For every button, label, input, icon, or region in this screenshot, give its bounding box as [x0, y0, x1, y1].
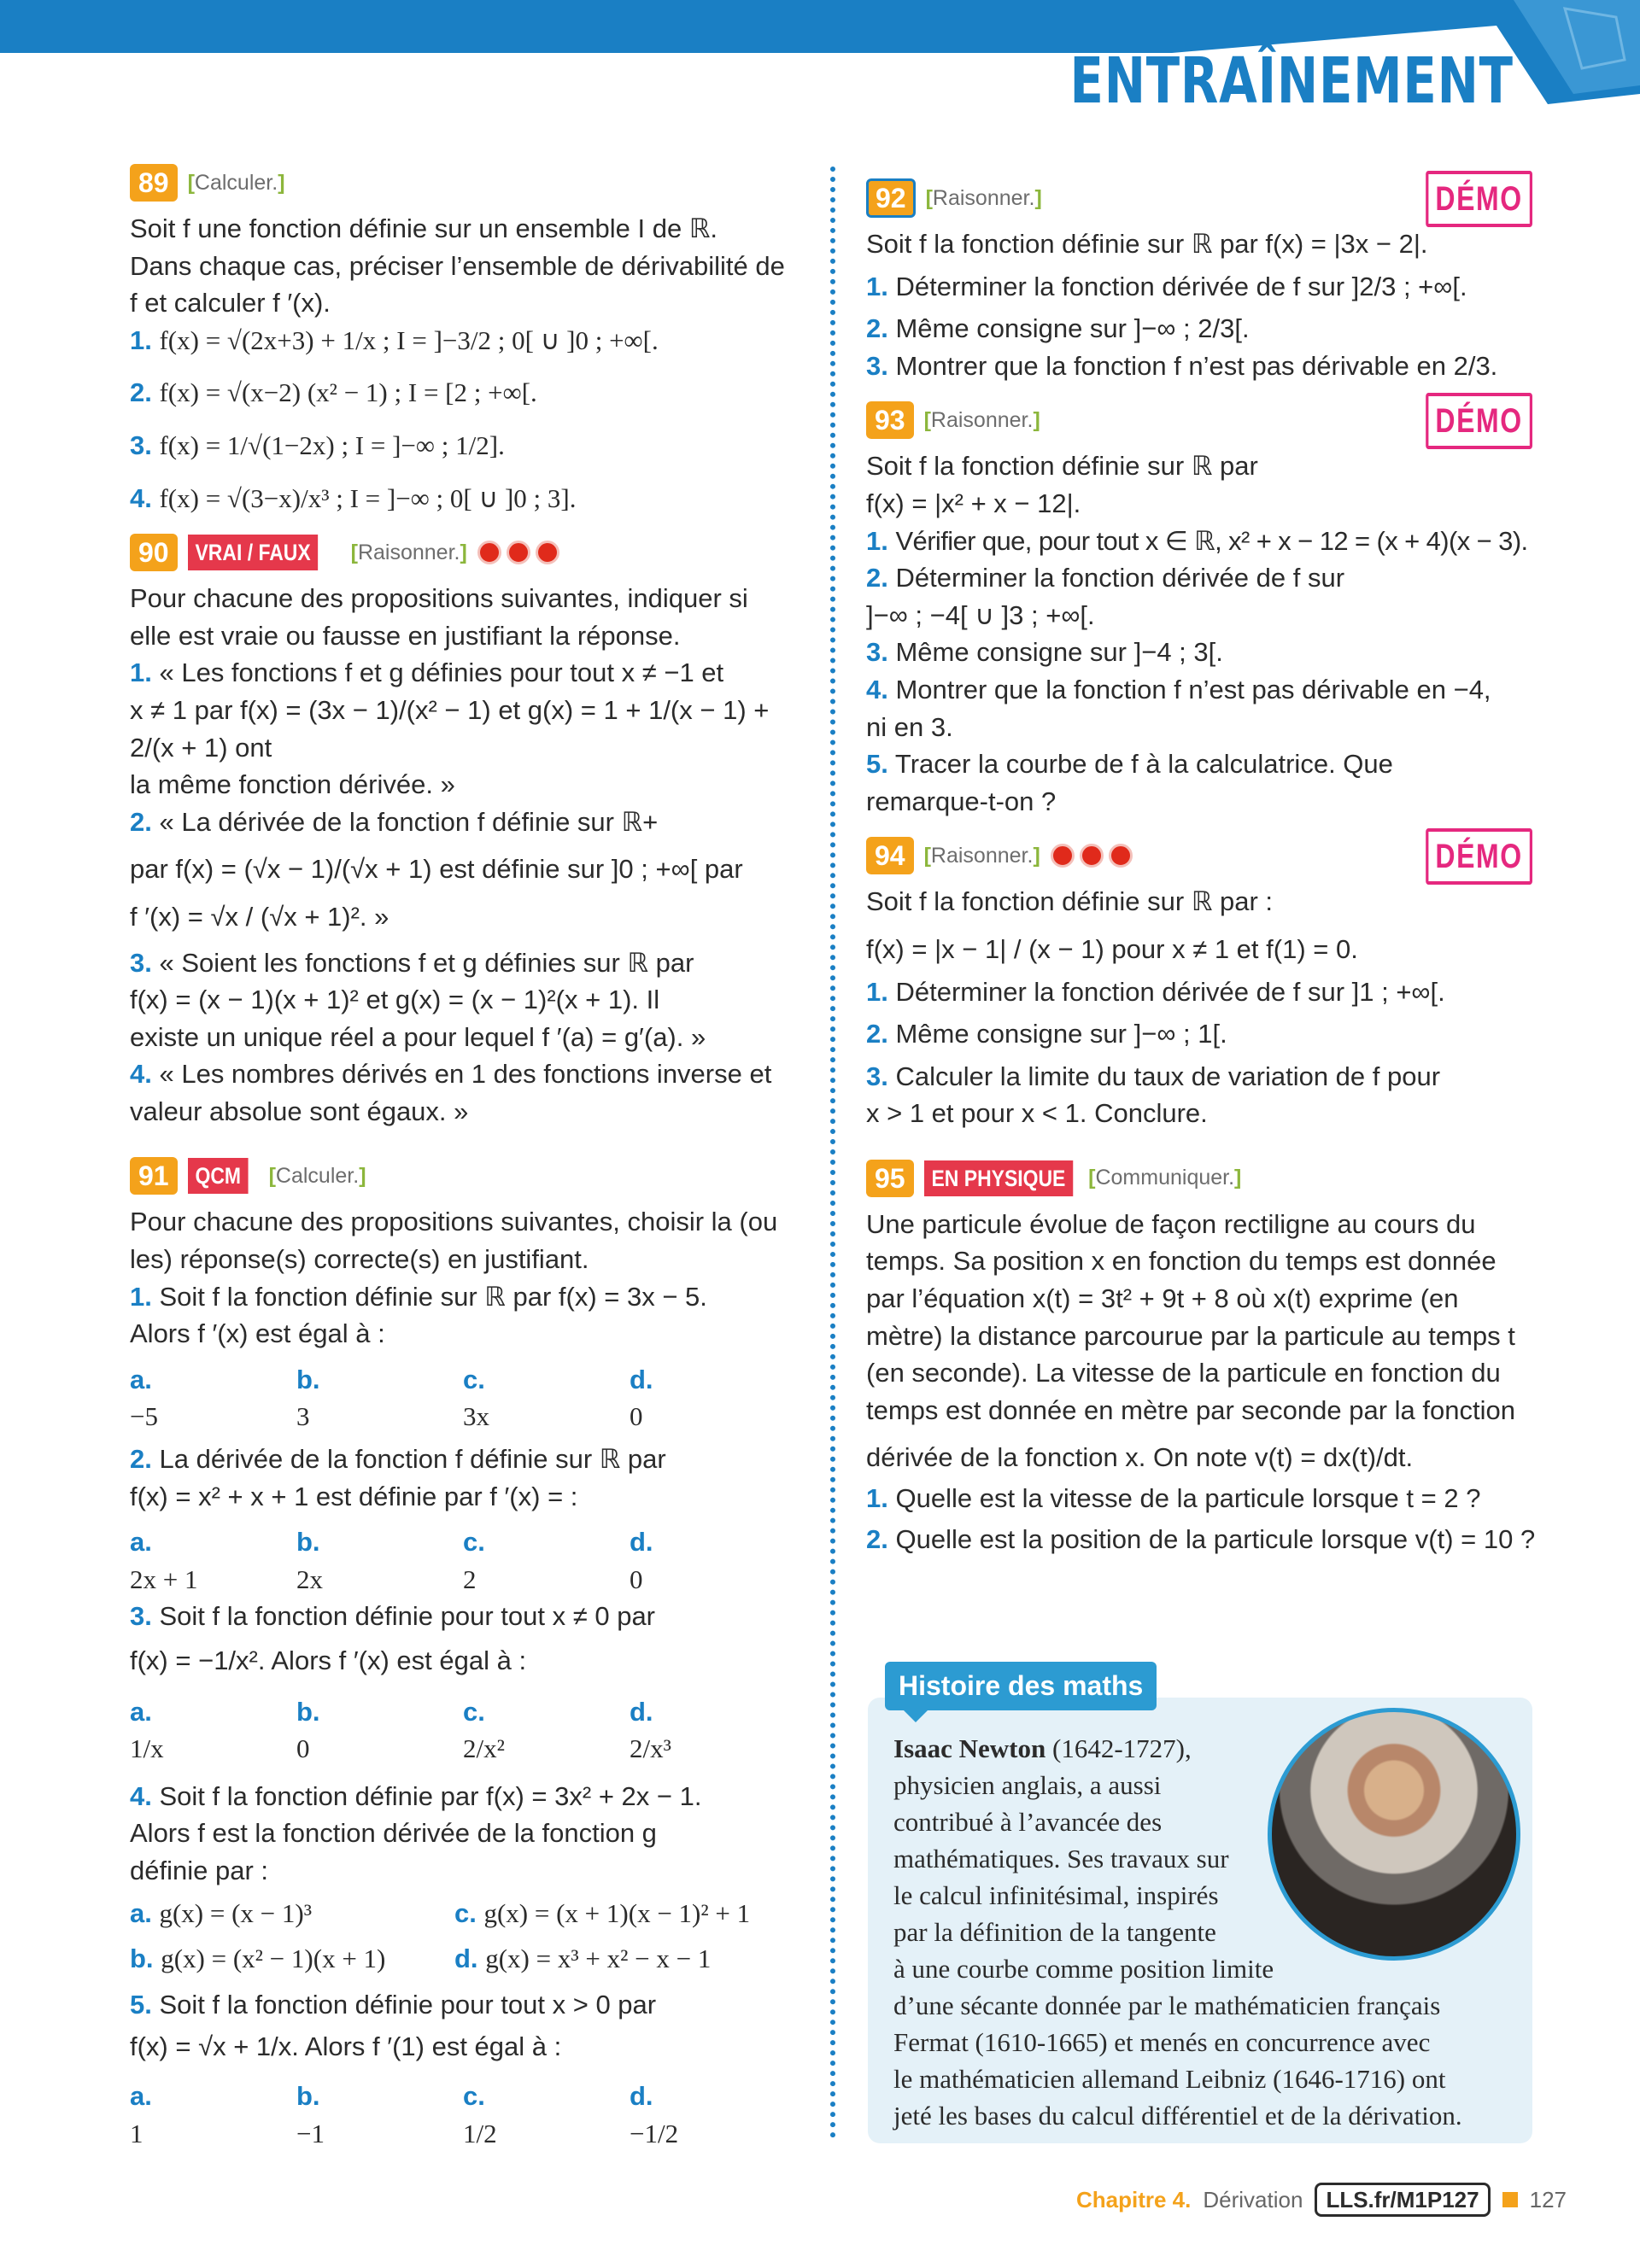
- choice-a[interactable]: a. 1: [130, 2080, 152, 2148]
- exercise-number: 93: [866, 401, 914, 439]
- proposition-line: par f(x) = (√x − 1)/(√x + 1) est définie sur ]0 ; +∞[ par: [130, 854, 743, 885]
- difficulty-indicator: [477, 541, 559, 564]
- question-item: 3. f(x) = 1/√(1−2x) ; I = ]−∞ ; 1/2].: [130, 430, 505, 460]
- intro-line: les) réponse(s) correcte(s) en justifiant.: [130, 1244, 589, 1275]
- history-name: Isaac Newton: [893, 1733, 1046, 1763]
- skill-label: [Raisonner.]: [923, 407, 1040, 432]
- exercise-92-header: [866, 178, 1541, 219]
- qcm-choices: [130, 2078, 793, 2152]
- exercise-94-body: [866, 883, 1541, 1132]
- exercise-line: 3. Même consigne sur ]−4 ; 3[.: [866, 637, 1223, 668]
- exercise-line: mètre) la distance parcourue par la particule au temps t: [866, 1320, 1515, 1351]
- difficulty-dot-icon: [1080, 844, 1104, 868]
- intro-line: Dans chaque cas, préciser l’ensemble de dérivabilité de: [130, 250, 785, 281]
- exercise-line: 5. Tracer la courbe de f à la calculatrice. Que: [866, 749, 1393, 780]
- chapter-number: Chapitre 4.: [1076, 2186, 1192, 2212]
- skill-label: [Raisonner.]: [350, 540, 467, 564]
- skill-label: [Calculer.]: [268, 1163, 366, 1188]
- section-title: ENTRAÎNEMENT: [1069, 44, 1514, 118]
- history-title: Histoire des maths: [885, 1662, 1157, 1710]
- difficulty-dot-icon: [1109, 844, 1133, 868]
- exercise-line: remarque-t-on ?: [866, 786, 1057, 816]
- exercise-90-header: [130, 532, 793, 573]
- qcm-question: définie par :: [130, 1855, 268, 1885]
- difficulty-dot-icon: [507, 541, 530, 564]
- proposition-line: 2. « La dérivée de la fonction f définie sur ℝ+: [130, 806, 659, 837]
- exercise-line: Soit f la fonction définie sur ℝ par :: [866, 886, 1274, 917]
- proposition-line: f(x) = (x − 1)(x + 1)² et g(x) = (x − 1)²(x + 1). Il: [130, 985, 660, 1015]
- question-item: 4. f(x) = √(3−x)/x³ ; I = ]−∞ ; 0[ ∪ ]0 ; 3].: [130, 482, 577, 513]
- exercise-line: ]−∞ ; −4[ ∪ ]3 ; +∞[.: [866, 599, 1095, 630]
- history-line: le calcul infinitésimal, inspirés: [893, 1880, 1219, 1910]
- demo-badge[interactable]: DÉMO: [1426, 171, 1532, 227]
- left-column: [130, 162, 793, 2152]
- exercise-line: 4. Montrer que la fonction f n’est pas dérivable en −4,: [866, 674, 1491, 704]
- choice-c[interactable]: c. 1/2: [463, 2080, 497, 2148]
- history-line: mathématiques. Ses travaux sur: [893, 1844, 1229, 1873]
- choice-c[interactable]: c. 2/x²: [463, 1696, 505, 1764]
- header-bar: [0, 0, 1172, 53]
- proposition-line: x ≠ 1 par f(x) = (3x − 1)/(x² − 1) et g(x) = 1 + 1/(x − 1) + 2/(x + 1) ont: [130, 694, 770, 763]
- exercise-number: 92: [866, 178, 916, 218]
- exercise-line: 2. Même consigne sur ]−∞ ; 1[.: [866, 1019, 1227, 1049]
- difficulty-indicator: [1051, 844, 1133, 868]
- exercise-line: par l’équation x(t) = 3t² + 9t + 8 où x(t) exprime (en: [866, 1283, 1459, 1314]
- exercise-line: Soit f la fonction définie sur ℝ par f(x) = |3x − 2|.: [866, 229, 1428, 259]
- exercise-line: x > 1 et pour x < 1. Conclure.: [866, 1098, 1208, 1129]
- column-divider: [830, 167, 835, 2139]
- exercise-94-header: [866, 835, 1541, 876]
- intro-line: Pour chacune des propositions suivantes, choisir la (ou: [130, 1207, 778, 1237]
- proposition-line: 4. « Les nombres dérivés en 1 des fonctions inverse et: [130, 1059, 772, 1090]
- exercise-line: dérivée de la fonction x. On note v(t) = dx(t)/dt.: [866, 1442, 1414, 1473]
- proposition-line: valeur absolue sont égaux. »: [130, 1096, 469, 1126]
- history-line: physicien anglais, a aussi: [893, 1770, 1162, 1800]
- square-icon: [1502, 2192, 1518, 2207]
- choice-b[interactable]: b. 0: [296, 1696, 320, 1764]
- exercise-93-body: [866, 447, 1541, 820]
- difficulty-dot-icon: [477, 541, 501, 564]
- question-item: 1. f(x) = √(2x+3) + 1/x ; I = ]−3/2 ; 0[ ∪ ]0 ; +∞[.: [130, 324, 659, 355]
- choice-d[interactable]: d. g(x) = x³ + x² − x − 1: [454, 1944, 712, 1974]
- history-line: le mathématicien allemand Leibniz (1646-1716) ont: [893, 2064, 1446, 2094]
- choice-d[interactable]: d. 0: [630, 1364, 653, 1432]
- page-number: 127: [1529, 2186, 1567, 2212]
- exercise-line: 1. Quelle est la vitesse de la particule lorsque t = 2 ?: [866, 1483, 1481, 1514]
- qcm-question: 2. La dérivée de la fonction f définie sur ℝ par: [130, 1444, 666, 1475]
- qcm-question: 1. Soit f la fonction définie sur ℝ par f(x) = 3x − 5.: [130, 1281, 707, 1312]
- demo-badge[interactable]: DÉMO: [1426, 828, 1532, 885]
- choice-a[interactable]: a. −5: [130, 1364, 158, 1432]
- exercise-line: ni en 3.: [866, 711, 953, 742]
- proposition-line: 3. « Soient les fonctions f et g définies sur ℝ par: [130, 947, 694, 978]
- choice-b[interactable]: b. −1: [296, 2080, 325, 2148]
- difficulty-dot-icon: [536, 541, 559, 564]
- history-line: à une courbe comme position limite: [893, 1954, 1274, 1984]
- exercise-number: 89: [130, 164, 178, 202]
- qcm-choices: [130, 1895, 793, 1932]
- exercise-line: 1. Déterminer la fonction dérivée de f sur ]1 ; +∞[.: [866, 976, 1445, 1007]
- qcm-choices: [130, 1940, 793, 1978]
- resource-link[interactable]: LLS.fr/M1P127: [1315, 2183, 1490, 2217]
- exercise-tag: QCM: [188, 1158, 249, 1194]
- proposition-line: 1. « Les fonctions f et g définies pour tout x ≠ −1 et: [130, 658, 724, 688]
- choice-a[interactable]: a. 1/x: [130, 1696, 164, 1764]
- qcm-choices: [130, 1361, 793, 1435]
- proposition-line: f ′(x) = √x / (√x + 1)². »: [130, 901, 390, 932]
- exercise-93-header: [866, 400, 1541, 441]
- exercise-95-header: [866, 1158, 1541, 1199]
- history-text: [893, 1730, 1508, 2134]
- exercise-line: 3. Calculer la limite du taux de variation de f pour: [866, 1061, 1441, 1091]
- qcm-question: 5. Soit f la fonction définie pour tout x > 0 par: [130, 1989, 657, 2020]
- skill-label: [Raisonner.]: [925, 185, 1042, 210]
- exercise-line: 2. Déterminer la fonction dérivée de f sur: [866, 563, 1345, 593]
- skill-label: [Calculer.]: [187, 170, 285, 195]
- exercise-number: 94: [866, 837, 914, 874]
- exercise-line: 1. Déterminer la fonction dérivée de f sur ]2/3 ; +∞[.: [866, 271, 1467, 301]
- exercise-92-body: [866, 225, 1541, 384]
- exercise-89-body: [130, 210, 793, 517]
- choice-c[interactable]: c. 2: [463, 1527, 485, 1594]
- exercise-line: 1. Vérifier que, pour tout x ∈ ℝ, x² + x − 12 = (x + 4)(x − 3).: [866, 525, 1528, 556]
- choice-a[interactable]: a. 2x + 1: [130, 1527, 198, 1594]
- exercise-line: Une particule évolue de façon rectiligne au cours du: [866, 1208, 1476, 1239]
- qcm-question: f(x) = x² + x + 1 est définie par f ′(x) = :: [130, 1481, 578, 1511]
- exercise-line: temps. Sa position x en fonction du temps est donnée: [866, 1246, 1496, 1277]
- history-line: par la définition de la tangente: [893, 1917, 1216, 1947]
- intro-line: f et calculer f ′(x).: [130, 288, 331, 319]
- exercise-number: 90: [130, 534, 178, 571]
- demo-badge[interactable]: DÉMO: [1426, 393, 1532, 449]
- history-line: jeté les bases du calcul différentiel et de la dérivation.: [893, 2101, 1462, 2131]
- exercise-line: Soit f la fonction définie sur ℝ par: [866, 451, 1258, 482]
- exercise-90-body: [130, 580, 793, 1130]
- choice-b[interactable]: b. g(x) = (x² − 1)(x + 1): [130, 1944, 386, 1974]
- exercise-line: f(x) = |x² + x − 12|.: [866, 488, 1081, 518]
- chapter-name: Dérivation: [1203, 2186, 1303, 2212]
- history-line: Fermat (1610-1665) et menés en concurrence avec: [893, 2027, 1431, 2057]
- exercise-line: f(x) = |x − 1| / (x − 1) pour x ≠ 1 et f(1) = 0.: [866, 933, 1358, 964]
- skill-label: [Communiquer.]: [1088, 1166, 1242, 1190]
- difficulty-dot-icon: [1051, 844, 1075, 868]
- exercise-number: 95: [866, 1160, 914, 1197]
- qcm-question: 4. Soit f la fonction définie par f(x) = 3x² + 2x − 1.: [130, 1780, 702, 1811]
- choice-d[interactable]: d. −1/2: [630, 2080, 679, 2148]
- choice-d[interactable]: d. 2/x³: [630, 1696, 671, 1764]
- choice-c[interactable]: c. g(x) = (x + 1)(x − 1)² + 1: [454, 1897, 751, 1928]
- proposition-line: existe un unique réel a pour lequel f ′(a) = g′(a). »: [130, 1021, 706, 1052]
- proposition-line: la même fonction dérivée. »: [130, 769, 455, 800]
- history-line: d’une sécante donnée par le mathématicien français: [893, 1990, 1441, 2020]
- question-item: 2. f(x) = √(x−2) (x² − 1) ; I = [2 ; +∞[.: [130, 377, 537, 408]
- qcm-question: f(x) = √x + 1/x. Alors f ′(1) est égal à :: [130, 2031, 562, 2062]
- intro-line: Pour chacune des propositions suivantes, indiquer si: [130, 583, 748, 614]
- qcm-question: Alors f ′(x) est égal à :: [130, 1318, 385, 1349]
- exercise-89-header: [130, 162, 793, 203]
- exercise-91-body: [130, 1203, 793, 2152]
- choice-b[interactable]: b. 3: [296, 1364, 320, 1432]
- choice-a[interactable]: a. g(x) = (x − 1)³: [130, 1897, 313, 1928]
- right-column: [866, 178, 1541, 1558]
- history-line: contribué à l’avancée des: [893, 1807, 1163, 1837]
- intro-line: elle est vraie ou fausse en justifiant la réponse.: [130, 620, 681, 651]
- qcm-choices: [130, 1523, 793, 1598]
- exercise-91-header: [130, 1155, 793, 1196]
- exercise-line: 2. Même consigne sur ]−∞ ; 2/3[.: [866, 313, 1250, 344]
- qcm-question: f(x) = −1/x². Alors f ′(x) est égal à :: [130, 1645, 527, 1675]
- exercise-tag: EN PHYSIQUE: [924, 1160, 1073, 1196]
- history-line: Isaac Newton (1642-1727),: [893, 1733, 1192, 1763]
- intro-line: Soit f une fonction définie sur un ensemble I de ℝ.: [130, 213, 718, 243]
- qcm-choices: [130, 1693, 793, 1768]
- exercise-number: 91: [130, 1157, 178, 1195]
- exercise-line: (en seconde). La vitesse de la particule en fonction du: [866, 1358, 1501, 1388]
- page-footer: [1076, 2183, 1567, 2217]
- qcm-question: Alors f est la fonction dérivée de la fonction g: [130, 1818, 657, 1849]
- exercise-tag: VRAI / FAUX: [188, 535, 318, 570]
- exercise-line: temps est donnée en mètre par seconde par la fonction: [866, 1394, 1515, 1425]
- exercise-line: 3. Montrer que la fonction f n’est pas dérivable en 2/3.: [866, 350, 1498, 381]
- qcm-question: 3. Soit f la fonction définie pour tout x ≠ 0 par: [130, 1601, 656, 1632]
- exercise-line: 2. Quelle est la position de la particule lorsque v(t) = 10 ?: [866, 1523, 1536, 1554]
- exercise-95-body: [866, 1206, 1541, 1558]
- skill-label: [Raisonner.]: [923, 843, 1040, 868]
- choice-c[interactable]: c. 3x: [463, 1364, 489, 1432]
- choice-b[interactable]: b. 2x: [296, 1527, 323, 1594]
- choice-d[interactable]: d. 0: [630, 1527, 653, 1594]
